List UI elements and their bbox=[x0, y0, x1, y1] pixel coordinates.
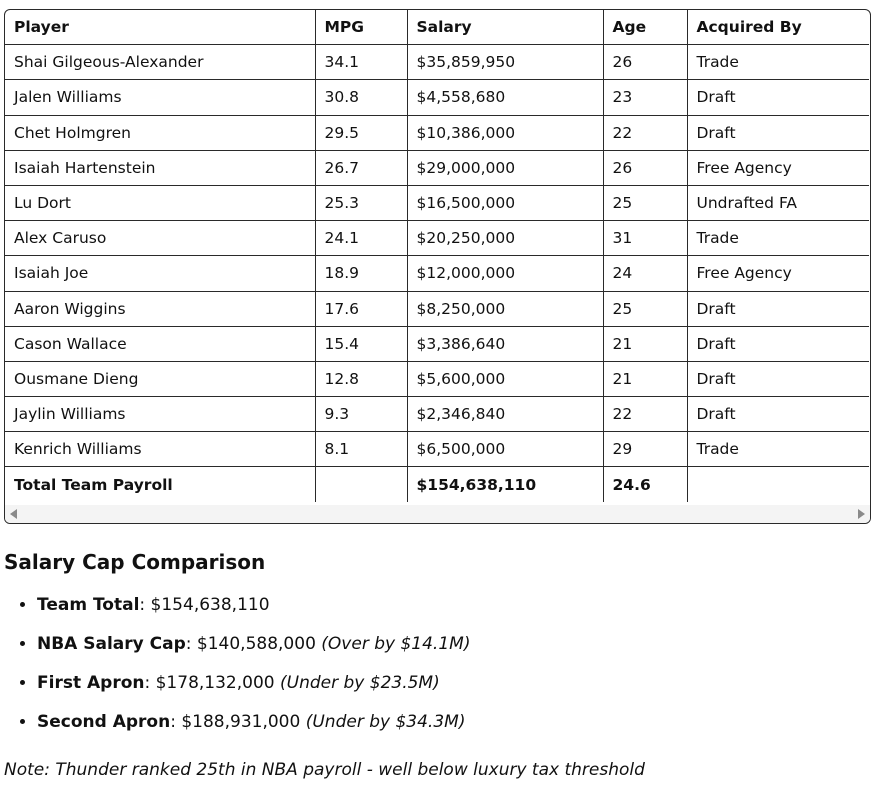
footnote: Note: Thunder ranked 25th in NBA payroll - well below luxury tax threshold bbox=[4, 760, 645, 780]
table-cell: Undrafted FA bbox=[687, 185, 869, 220]
table-cell: 26.7 bbox=[315, 150, 407, 185]
table-cell: 25.3 bbox=[315, 185, 407, 220]
table-cell: $35,859,950 bbox=[407, 45, 603, 80]
table-row bbox=[5, 326, 869, 361]
payroll-table-container bbox=[4, 9, 871, 524]
table-cell: $16,500,000 bbox=[407, 185, 603, 220]
list-item bbox=[37, 592, 470, 631]
item-label: First Apron bbox=[37, 673, 145, 693]
list-item bbox=[37, 709, 470, 748]
table-cell: 23 bbox=[603, 80, 687, 115]
table-row bbox=[5, 397, 869, 432]
table-cell: $5,600,000 bbox=[407, 361, 603, 396]
table-row bbox=[5, 115, 869, 150]
table-cell: Alex Caruso bbox=[5, 221, 315, 256]
table-row bbox=[5, 432, 869, 467]
table-cell: 25 bbox=[603, 291, 687, 326]
table-row bbox=[5, 80, 869, 115]
table-cell: 8.1 bbox=[315, 432, 407, 467]
column-header: Acquired By bbox=[687, 10, 869, 45]
total-salary: $154,638,110 bbox=[407, 467, 603, 502]
table-cell: Cason Wallace bbox=[5, 326, 315, 361]
total-mpg bbox=[315, 467, 407, 502]
column-header: Salary bbox=[407, 10, 603, 45]
table-cell: 34.1 bbox=[315, 45, 407, 80]
table-row bbox=[5, 221, 869, 256]
total-age: 24.6 bbox=[603, 467, 687, 502]
payroll-table bbox=[5, 10, 869, 502]
table-cell: Free Agency bbox=[687, 150, 869, 185]
table-cell: 31 bbox=[603, 221, 687, 256]
table-cell: Aaron Wiggins bbox=[5, 291, 315, 326]
table-cell: 12.8 bbox=[315, 361, 407, 396]
item-value: : $154,638,110 bbox=[139, 595, 270, 615]
table-cell: $10,386,000 bbox=[407, 115, 603, 150]
table-cell: Jalen Williams bbox=[5, 80, 315, 115]
table-cell: $12,000,000 bbox=[407, 256, 603, 291]
table-cell: 17.6 bbox=[315, 291, 407, 326]
table-cell: 26 bbox=[603, 150, 687, 185]
list-item bbox=[37, 670, 470, 709]
item-label: Second Apron bbox=[37, 712, 171, 732]
table-cell: Draft bbox=[687, 291, 869, 326]
table-header-row bbox=[5, 10, 869, 45]
table-cell: Isaiah Joe bbox=[5, 256, 315, 291]
table-cell: Ousmane Dieng bbox=[5, 361, 315, 396]
scroll-left-icon[interactable] bbox=[10, 509, 17, 519]
table-cell: 30.8 bbox=[315, 80, 407, 115]
section-heading: Salary Cap Comparison bbox=[4, 550, 266, 574]
table-cell: Draft bbox=[687, 326, 869, 361]
total-label: Total Team Payroll bbox=[5, 467, 315, 502]
table-cell: Lu Dort bbox=[5, 185, 315, 220]
table-row bbox=[5, 256, 869, 291]
item-note: (Over by $14.1M) bbox=[321, 634, 471, 654]
item-label: Team Total bbox=[37, 595, 140, 615]
table-cell: Isaiah Hartenstein bbox=[5, 150, 315, 185]
table-cell: $20,250,000 bbox=[407, 221, 603, 256]
column-header: MPG bbox=[315, 10, 407, 45]
table-row bbox=[5, 291, 869, 326]
table-cell: Trade bbox=[687, 432, 869, 467]
table-row bbox=[5, 185, 869, 220]
table-cell: 25 bbox=[603, 185, 687, 220]
list-item bbox=[37, 631, 470, 670]
horizontal-scrollbar[interactable] bbox=[5, 505, 870, 523]
table-cell: 24.1 bbox=[315, 221, 407, 256]
table-row bbox=[5, 45, 869, 80]
table-cell: Trade bbox=[687, 221, 869, 256]
table-cell: $4,558,680 bbox=[407, 80, 603, 115]
item-value: : $178,132,000 bbox=[144, 673, 280, 693]
table-cell: $3,386,640 bbox=[407, 326, 603, 361]
column-header: Player bbox=[5, 10, 315, 45]
total-row bbox=[5, 467, 869, 502]
table-cell: 26 bbox=[603, 45, 687, 80]
table-cell: 15.4 bbox=[315, 326, 407, 361]
table-cell: $2,346,840 bbox=[407, 397, 603, 432]
table-cell: Chet Holmgren bbox=[5, 115, 315, 150]
table-cell: 21 bbox=[603, 361, 687, 396]
table-row bbox=[5, 150, 869, 185]
table-cell: Trade bbox=[687, 45, 869, 80]
item-value: : $188,931,000 bbox=[170, 712, 306, 732]
table-cell: Draft bbox=[687, 80, 869, 115]
table-cell: Jaylin Williams bbox=[5, 397, 315, 432]
table-cell: Draft bbox=[687, 397, 869, 432]
item-value: : $140,588,000 bbox=[185, 634, 322, 654]
table-cell: 22 bbox=[603, 397, 687, 432]
column-header: Age bbox=[603, 10, 687, 45]
scroll-right-icon[interactable] bbox=[858, 509, 865, 519]
table-cell: Draft bbox=[687, 115, 869, 150]
table-row bbox=[5, 361, 869, 396]
table-cell: 21 bbox=[603, 326, 687, 361]
salary-cap-list bbox=[0, 592, 470, 748]
table-cell: Kenrich Williams bbox=[5, 432, 315, 467]
table-cell: 29.5 bbox=[315, 115, 407, 150]
table-cell: Free Agency bbox=[687, 256, 869, 291]
total-acquired bbox=[687, 467, 869, 502]
table-cell: 22 bbox=[603, 115, 687, 150]
table-cell: $29,000,000 bbox=[407, 150, 603, 185]
item-label: NBA Salary Cap bbox=[37, 634, 186, 654]
item-note: (Under by $34.3M) bbox=[305, 712, 466, 732]
table-cell: 29 bbox=[603, 432, 687, 467]
table-cell: 9.3 bbox=[315, 397, 407, 432]
table-cell: $8,250,000 bbox=[407, 291, 603, 326]
table-cell: 18.9 bbox=[315, 256, 407, 291]
table-cell: Draft bbox=[687, 361, 869, 396]
table-cell: $6,500,000 bbox=[407, 432, 603, 467]
table-cell: Shai Gilgeous-Alexander bbox=[5, 45, 315, 80]
table-cell: 24 bbox=[603, 256, 687, 291]
item-note: (Under by $23.5M) bbox=[280, 673, 440, 693]
